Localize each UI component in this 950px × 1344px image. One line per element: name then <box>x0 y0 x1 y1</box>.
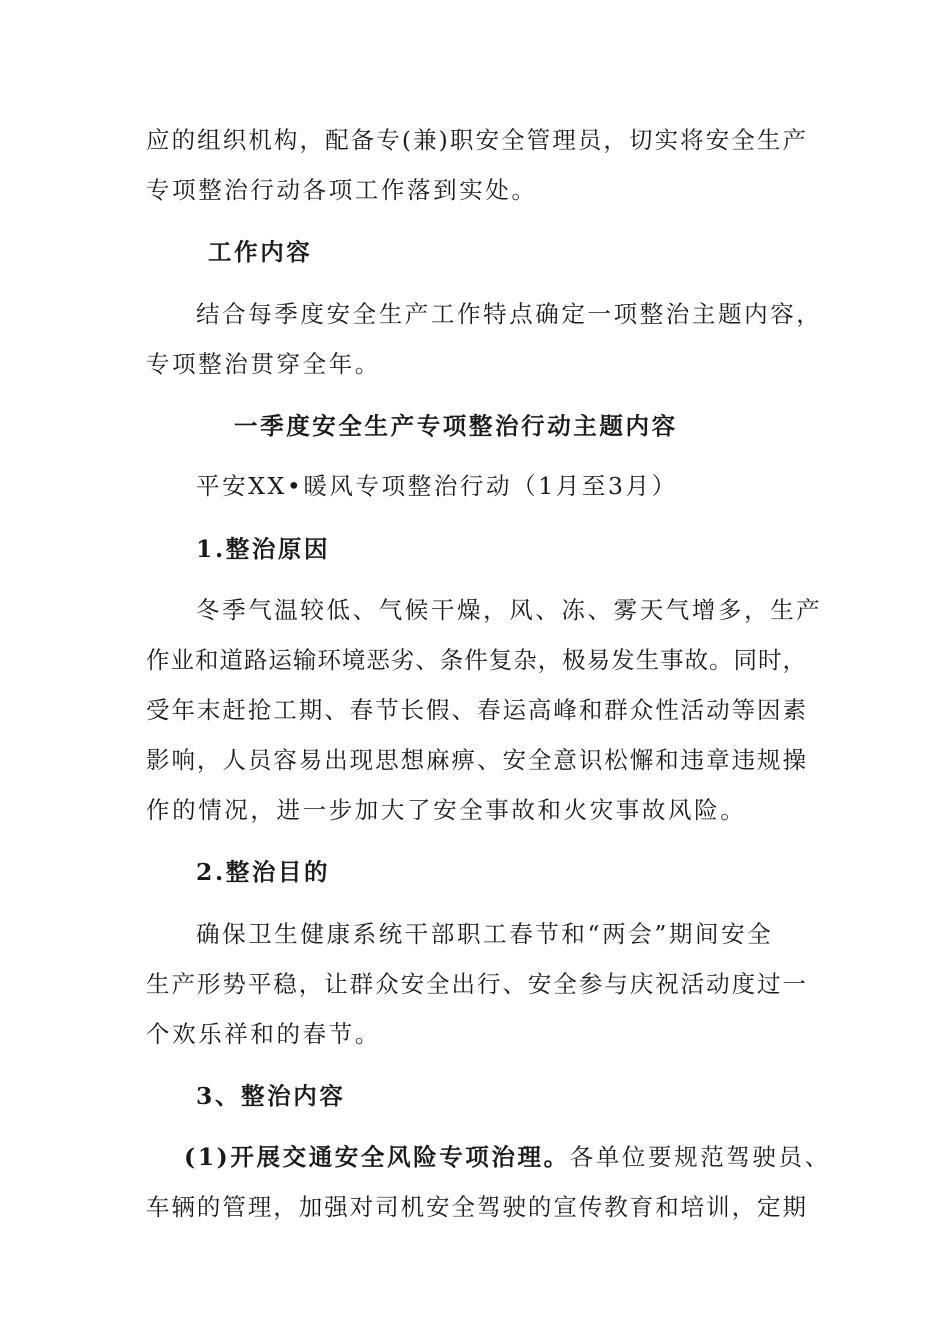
paragraph-line: 车辆的管理，加强对司机安全驾驶的宣传教育和培训，定期 <box>146 1193 806 1221</box>
paragraph-line: 受年末赶抢工期、春节长假、春运高峰和群众性活动等因素 <box>146 696 806 724</box>
section-heading-reason: 1.整治原因 <box>196 535 331 563</box>
paragraph-line: 冬季气温较低、气候干燥，风、冻、雾天气增多，生产 <box>196 596 823 624</box>
item-body-text: 各单位要规范驾驶员、 <box>569 1143 831 1171</box>
paragraph-line: 作业和道路运输环境恶劣、条件复杂，极易发生事故。同时， <box>146 646 806 674</box>
paragraph-line: 结合每季度安全生产工作特点确定一项整治主题内容， <box>196 300 823 328</box>
section-heading-content: 3、整治内容 <box>196 1082 346 1110</box>
paragraph-line: 专项整治行动各项工作落到实处。 <box>146 176 538 204</box>
section-heading-q1: 一季度安全生产专项整治行动主题内容 <box>234 412 678 440</box>
action-title: 平安XX•暖风专项整治行动（1月至3月） <box>196 472 678 500</box>
section-heading-work: 工作内容 <box>208 238 313 266</box>
paragraph-line: 个欢乐祥和的春节。 <box>146 1020 381 1048</box>
paragraph-line: 生产形势平稳，让群众安全出行、安全参与庆祝活动度过一 <box>146 970 806 998</box>
paragraph-line: 应的组织机构，配备专(兼)职安全管理员，切实将安全生产 <box>146 126 806 154</box>
item-lead-text: (1)开展交通安全风险专项治理。 <box>184 1143 570 1171</box>
paragraph-line: 确保卫生健康系统干部职工春节和“两会”期间安全 <box>196 920 774 948</box>
paragraph-line: 作的情况，进一步加大了安全事故和火灾事故风险。 <box>146 796 747 824</box>
paragraph-line: 影响，人员容易出现思想麻痹、安全意识松懈和违章违规操 <box>146 746 806 774</box>
paragraph-line: 专项整治贯穿全年。 <box>146 350 381 378</box>
paragraph-line <box>184 1141 831 1173</box>
section-heading-goal: 2.整治目的 <box>196 858 331 886</box>
